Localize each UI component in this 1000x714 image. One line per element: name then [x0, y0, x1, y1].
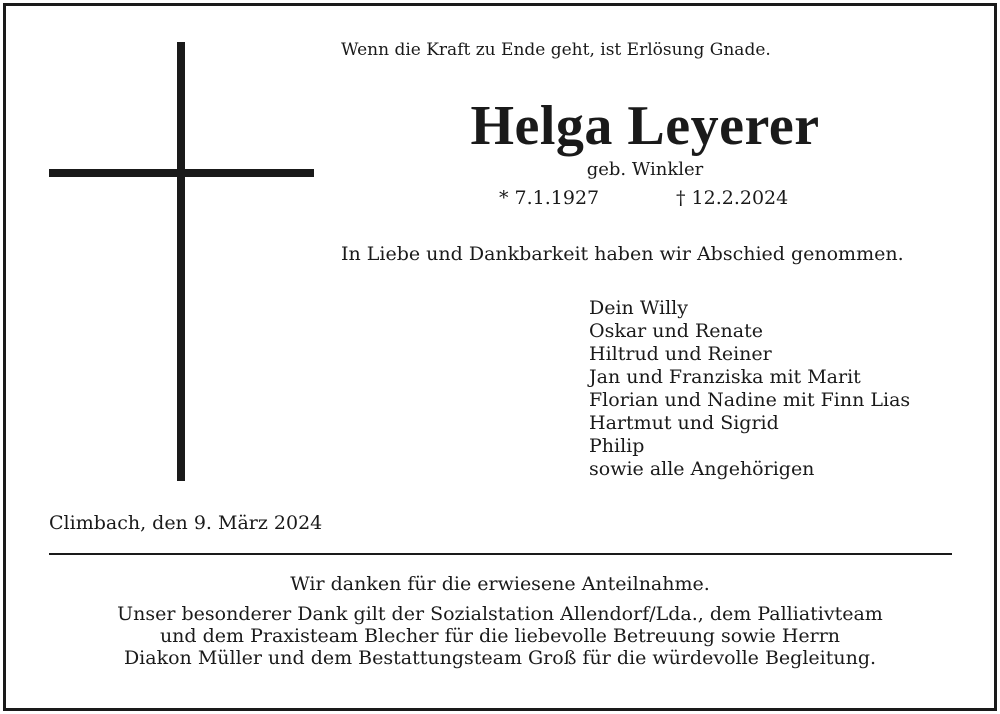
thanks-title: Wir danken für die erwiesene Anteilnahme. [290, 573, 710, 595]
mourner: Dein Willy [589, 297, 688, 319]
thanks-line: Unser besonderer Dank gilt der Sozialstation Allendorf/Lda., dem Palliativteam [117, 603, 883, 625]
birth-date: * 7.1.1927 [499, 187, 600, 209]
divider [49, 553, 952, 555]
cross-vertical-bar [177, 42, 185, 481]
deceased-name: Helga Leyerer [470, 95, 820, 157]
maiden-name: geb. Winkler [586, 159, 704, 180]
mourner: Oskar und Renate [589, 320, 763, 342]
mourner: sowie alle Angehörigen [589, 458, 815, 480]
mourners-list [589, 297, 910, 481]
cross-horizontal-bar [49, 169, 314, 177]
mourner: Hiltrud und Reiner [589, 343, 772, 365]
mourner: Jan und Franziska mit Marit [589, 366, 861, 388]
thanks-line: und dem Praxisteam Blecher für die liebevolle Betreuung sowie Herrn [159, 625, 841, 647]
farewell-text: In Liebe und Dankbarkeit haben wir Abschied genommen. [341, 243, 904, 265]
death-date: † 12.2.2024 [676, 187, 789, 209]
motto: Wenn die Kraft zu Ende geht, ist Erlösung Gnade. [341, 40, 771, 60]
mourner: Florian und Nadine mit Finn Lias [589, 389, 911, 411]
mourner: Hartmut und Sigrid [589, 412, 779, 434]
mourner: Philip [589, 435, 645, 457]
place-and-date: Climbach, den 9. März 2024 [49, 512, 323, 534]
thanks-line: Diakon Müller und dem Bestattungsteam Groß für die würdevolle Begleitung. [123, 647, 877, 669]
thanks-body [20, 603, 980, 669]
